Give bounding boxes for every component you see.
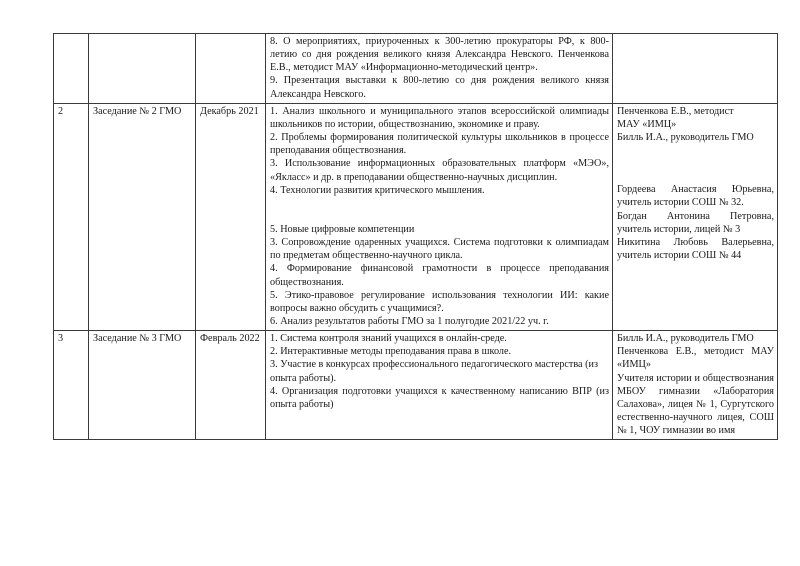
topic-item: 5. Этико-правовое регулирование использования технологии ИИ: какие вопросы важно обсудить с учащимися?. bbox=[270, 289, 609, 314]
responsible-cell bbox=[613, 34, 778, 104]
meeting-name-cell bbox=[89, 34, 196, 104]
topics-cell bbox=[266, 103, 613, 330]
table-row bbox=[54, 103, 778, 330]
topic-item: 2. Проблемы формирования политической культуры школьников в процессе преподавания обществознания. bbox=[270, 132, 609, 157]
meeting-date-cell bbox=[196, 103, 266, 330]
topic-item: 4. Формирование финансовой грамотности в процессе преподавания обществознания. bbox=[270, 263, 609, 288]
responsible-item: МАУ «ИМЦ» bbox=[617, 118, 677, 130]
responsible-item: Пенченкова Е.В., методист МАУ «ИМЦ» bbox=[617, 346, 774, 371]
meeting-name: Заседание № 2 ГМО bbox=[93, 105, 182, 117]
row-number-cell bbox=[54, 331, 89, 440]
topic-item: 3. Сопровождение одаренных учащихся. Система подготовки к олимпиадам по предметам общественно-научного цикла. bbox=[270, 237, 609, 262]
meeting-date-cell bbox=[196, 331, 266, 440]
row-number: 3 bbox=[58, 333, 64, 345]
topic-item: 2. Интерактивные методы преподавания права в школе. bbox=[270, 346, 512, 358]
meeting-date: Декабрь 2021 bbox=[200, 105, 259, 117]
responsible-item: Гордеева Анастасия Юрьевна, учитель истории СОШ № 32. bbox=[617, 184, 774, 209]
responsible-item: Учителя истории и обществознания МБОУ гимназии «Лаборатория Салахова», лицея № 1, Сургутского естественно-научного лицея, СОШ № 1, ЧОУ гимназии во имя bbox=[617, 372, 774, 437]
paragraph-spacer bbox=[270, 197, 609, 223]
topic-item: 9. Презентация выставки к 800-летию со дня рождения великого князя Александра Невского. bbox=[270, 75, 609, 100]
meeting-name: Заседание № 3 ГМО bbox=[93, 333, 182, 345]
topic-item: 3. Использование информационных образовательных платформ «МЭО», «Якласс» и др. в преподавании общественно-научных дисциплин. bbox=[270, 158, 609, 183]
topic-item: 4. Технологии развития критического мышления. bbox=[270, 184, 485, 196]
row-number-cell bbox=[54, 103, 89, 330]
table-row bbox=[54, 34, 778, 104]
topic-item: 1. Анализ школьного и муниципального этапов всероссийской олимпиады школьников по истории, обществознанию, экономике и праву. bbox=[270, 105, 609, 130]
row-number: 2 bbox=[58, 105, 64, 117]
responsible-item: Пенченкова Е.В., методист bbox=[617, 105, 734, 117]
topic-item: 5. Новые цифровые компетенции bbox=[270, 223, 415, 235]
row-number-cell bbox=[54, 34, 89, 104]
meeting-name-cell bbox=[89, 331, 196, 440]
meeting-name-cell bbox=[89, 103, 196, 330]
responsible-cell bbox=[613, 331, 778, 440]
topic-item: 8. О мероприятиях, приуроченных к 300-летию прокураторы РФ, к 800-летию со дня рождения великого князя Александра Невского. Пенченкова Е.В., методист МАУ «Информационно-методический центр». bbox=[270, 36, 609, 74]
topic-item: 3. Участие в конкурсах профессионального педагогического мастерства (из опыта работы). bbox=[270, 359, 598, 384]
responsible-item: Билль И.А., руководитель ГМО bbox=[617, 132, 754, 144]
topics-cell bbox=[266, 34, 613, 104]
table-row bbox=[54, 331, 778, 440]
topic-item: 4. Организация подготовки учащихся к качественному написанию ВПР (из опыта работы) bbox=[270, 385, 609, 410]
responsible-cell bbox=[613, 103, 778, 330]
topic-item: 6. Анализ результатов работы ГМО за 1 полугодие 2021/22 уч. г. bbox=[270, 315, 549, 327]
meeting-date-cell bbox=[196, 34, 266, 104]
schedule-table bbox=[53, 33, 778, 440]
paragraph-spacer bbox=[617, 144, 774, 183]
responsible-item: Никитина Любовь Валерьевна, учитель истории СОШ № 44 bbox=[617, 236, 774, 262]
topics-cell bbox=[266, 331, 613, 440]
topic-item: 1. Система контроля знаний учащихся в онлайн-среде. bbox=[270, 333, 507, 345]
meeting-date: Февраль 2022 bbox=[200, 333, 260, 345]
responsible-item: Билль И.А., руководитель ГМО bbox=[617, 333, 754, 345]
responsible-item: Богдан Антонина Петровна, учитель истории, лицей № 3 bbox=[617, 210, 774, 235]
